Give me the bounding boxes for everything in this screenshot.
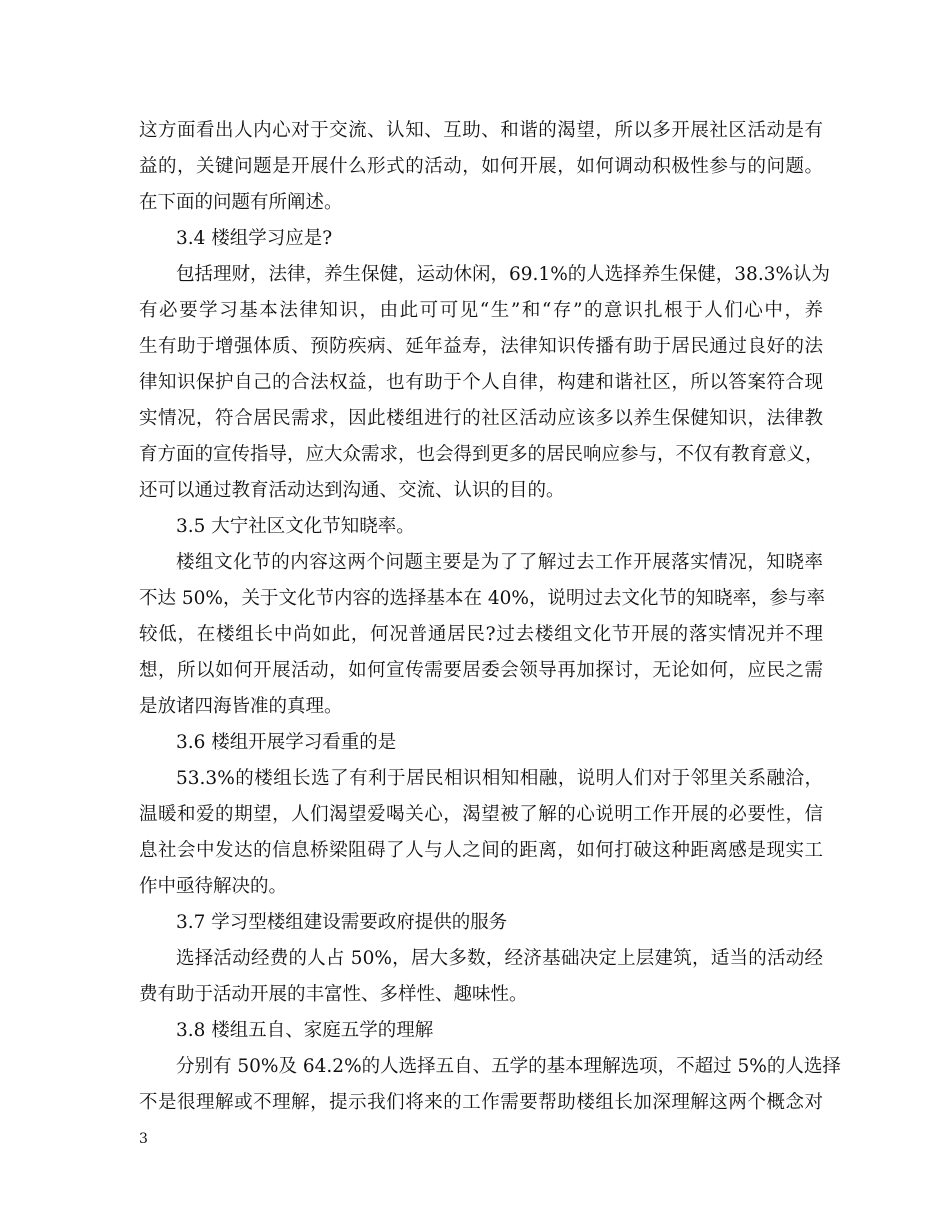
text-line: 3.8 楼组五自、家庭五学的理解 [176, 1020, 434, 1041]
page-number: 3 [139, 1131, 148, 1147]
text-line: 不是很理解或不理解，提示我们将来的工作需要帮助楼组长加深理解这两个概念对 [139, 1092, 823, 1113]
text-line: 3.7 学习型楼组建设需要政府提供的服务 [176, 912, 508, 933]
text-line: 这方面看出人内心对于交流、认知、互助、和谐的渴望，所以多开展社区活动是有 [139, 120, 823, 141]
text-line: 3.6 楼组开展学习看重的是 [176, 732, 397, 753]
text-line: 是放诸四海皆准的真理。 [139, 696, 343, 717]
text-line: 不达 50%，关于文化节内容的选择基本在 40%，说明过去文化节的知晓率，参与率 [139, 588, 826, 609]
text-line: 益的，关键问题是开展什么形式的活动，如何开展，如何调动积极性参与的问题。 [139, 156, 823, 177]
text-line: 楼组文化节的内容这两个问题主要是为了了解过去工作开展落实情况，知晓率 [176, 552, 823, 573]
text-line: 育方面的宣传指导，应大众需求，也会得到更多的居民响应参与，不仅有教育意义， [139, 444, 824, 465]
text-line: 息社会中发达的信息桥梁阻碍了人与人之间的距离，如何打破这种距离感是现实工 [139, 840, 823, 861]
text-line: 3.5 大宁社区文化节知晓率。 [176, 516, 415, 537]
text-line: 作中亟待解决的。 [139, 876, 288, 897]
text-line: 较低，在楼组长中尚如此，何况普通居民?过去楼组文化节开展的落实情况并不理 [139, 624, 823, 645]
text-line: 实情况，符合居民需求，因此楼组进行的社区活动应该多以养生保健知识，法律教 [139, 408, 823, 429]
text-line: 包括理财，法律，养生保健，运动休闲，69.1%的人选择养生保健，38.3%认为 [176, 264, 831, 285]
text-line: 在下面的问题有所阐述。 [139, 192, 343, 213]
text-line: 温暖和爱的期望，人们渴望爱喝关心，渴望被了解的心说明工作开展的必要性，信 [139, 804, 823, 825]
text-line: 选择活动经费的人占 50%，居大多数，经济基础决定上层建筑，适当的活动经 [176, 948, 823, 969]
document-body [139, 113, 841, 1121]
text-line: 3.4 楼组学习应是? [176, 228, 333, 249]
text-line: 想，所以如何开展活动，如何宣传需要居委会领导再加探讨，无论如何，应民之需 [139, 660, 823, 681]
text-line: 还可以通过教育活动达到沟通、交流、认识的目的。 [139, 480, 565, 501]
text-line: 费有助于活动开展的丰富性、多样性、趣味性。 [139, 984, 528, 1005]
text-line: 律知识保护自己的合法权益，也有助于个人自律，构建和谐社区，所以答案符合现 [139, 372, 823, 393]
text-line: 53.3%的楼组长选了有利于居民相识相知相融，说明人们对于邻里关系融洽， [176, 768, 823, 789]
text-line: 生有助于增强体质、预防疾病、延年益寿，法律知识传播有助于居民通过良好的法 [139, 336, 823, 357]
text-line: 分别有 50%及 64.2%的人选择五自、五学的基本理解选项，不超过 5%的人选择 [176, 1056, 841, 1077]
text-line: 有必要学习基本法律知识，由此可可见“生”和“存”的意识扎根于人们心中，养 [139, 300, 823, 321]
